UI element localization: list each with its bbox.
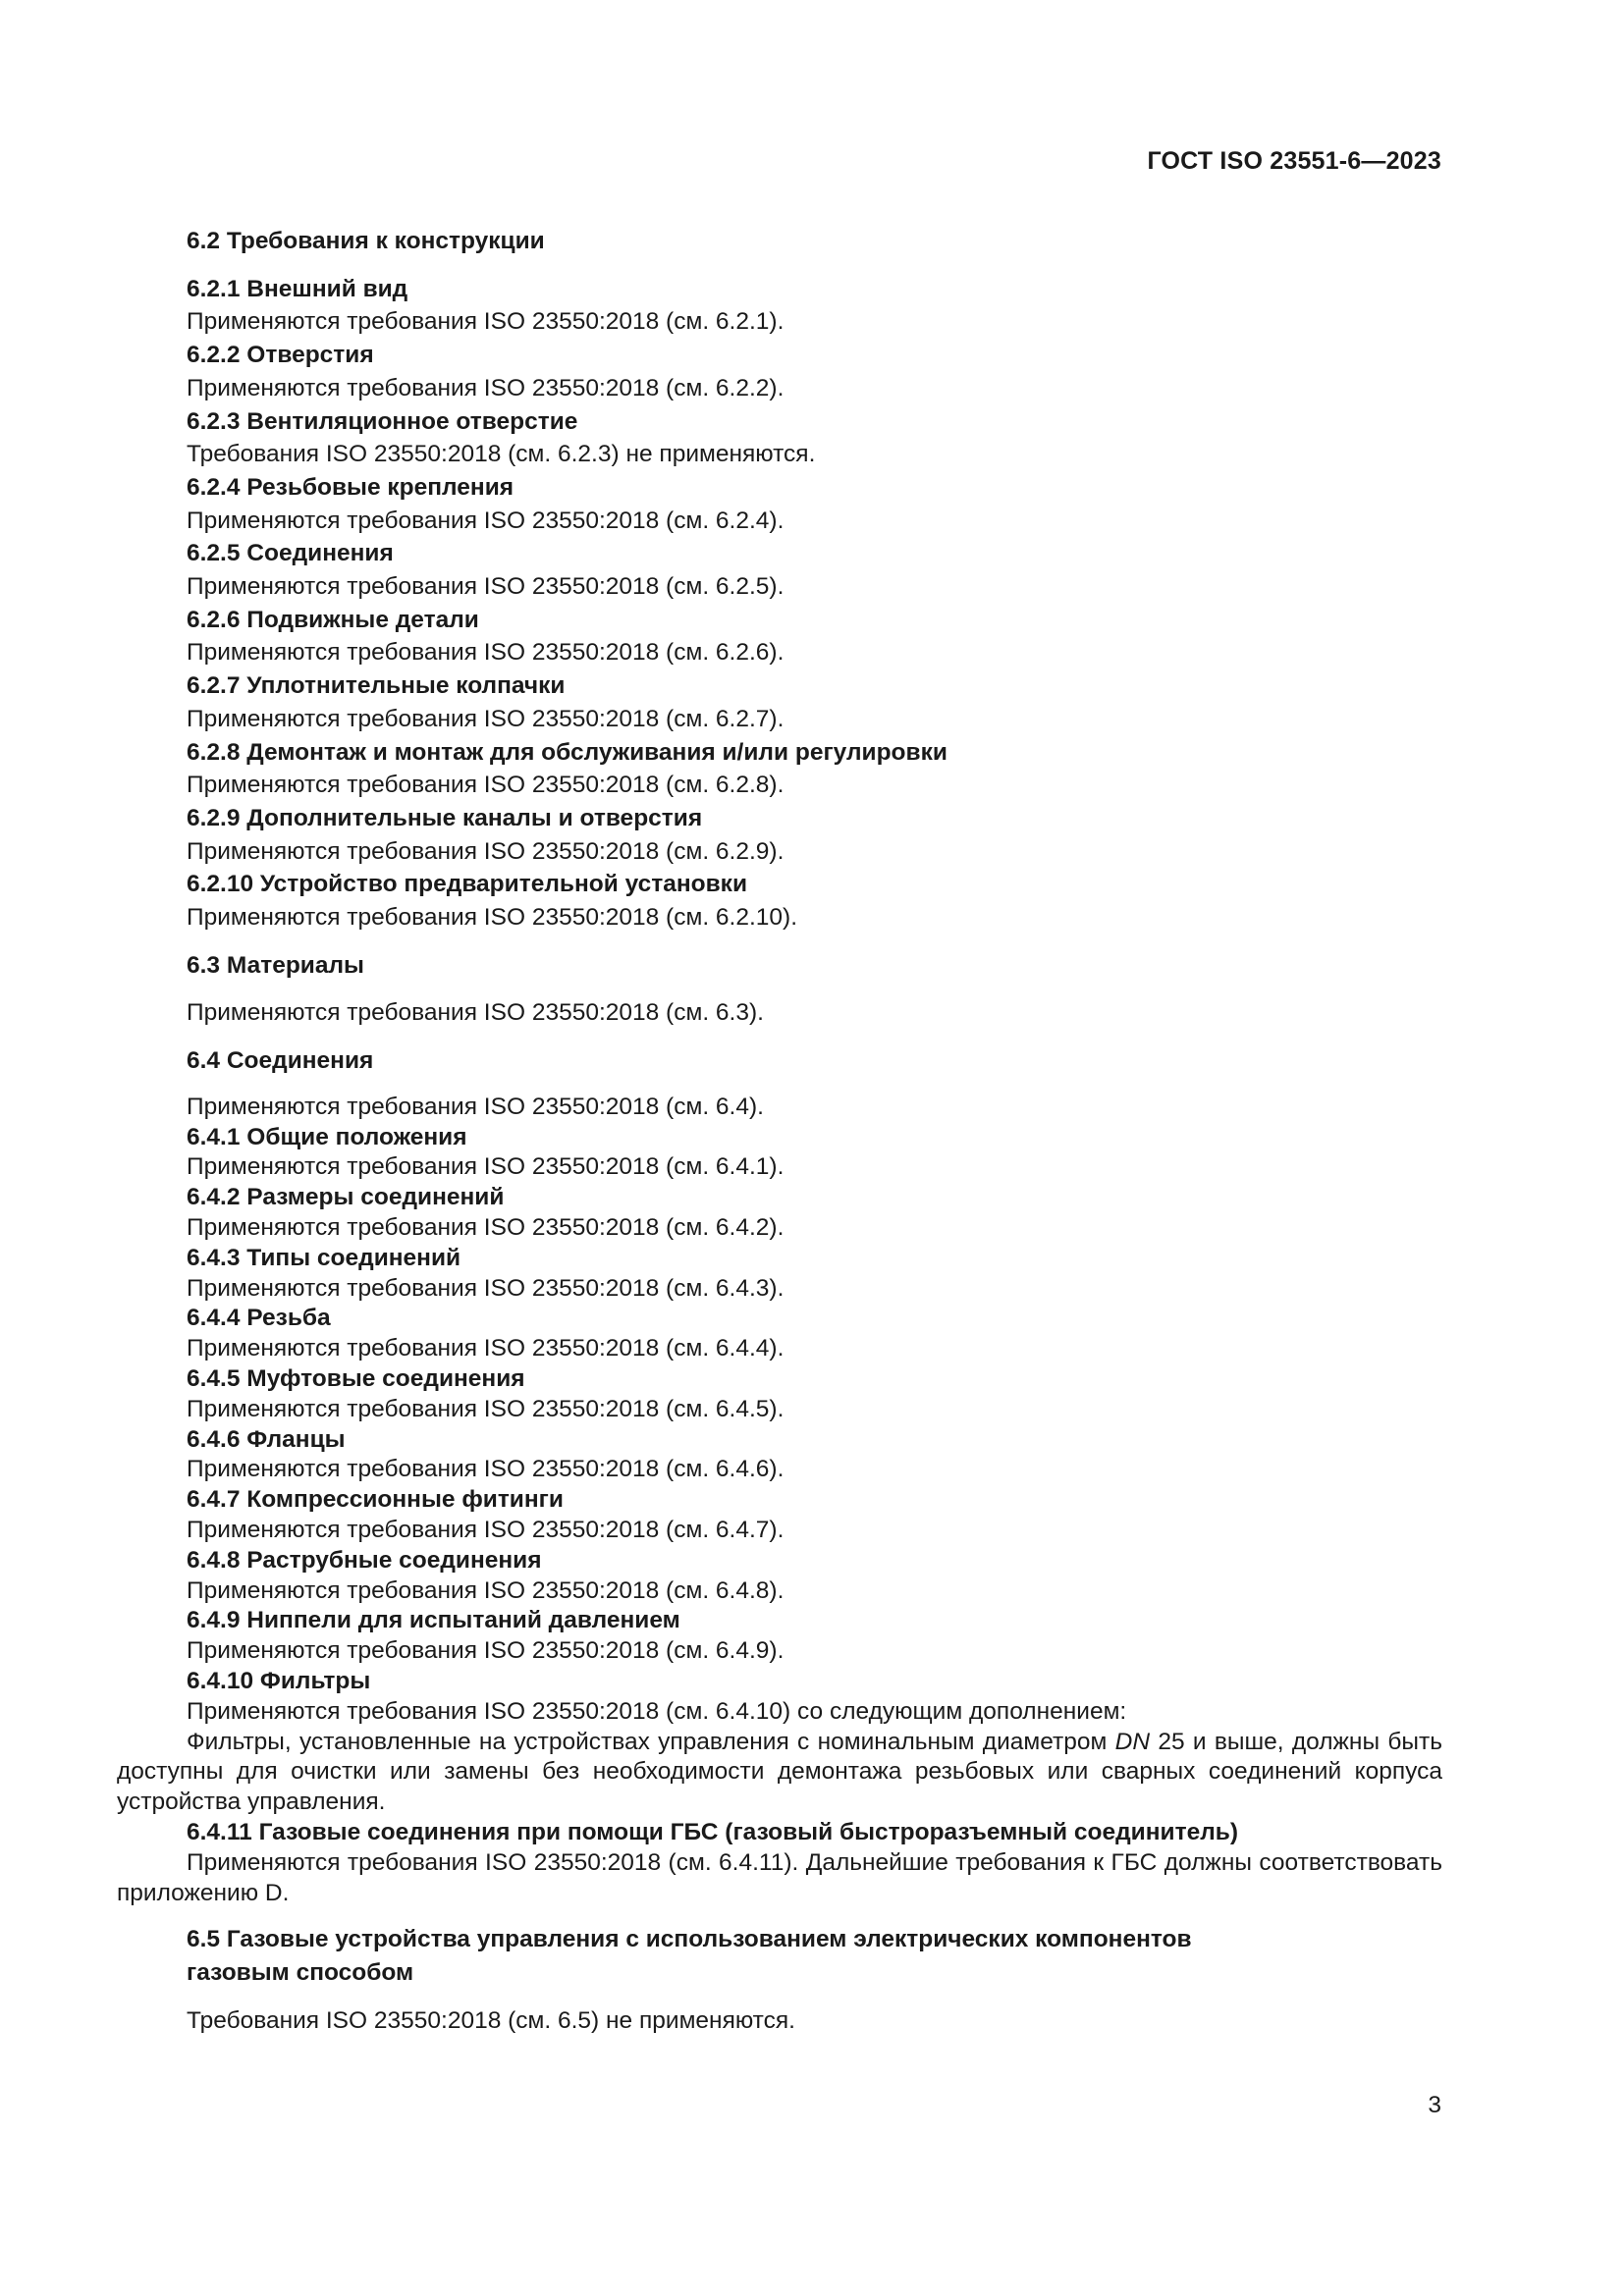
subsection-text: Требования ISO 23550:2018 (см. 6.2.3) не применяются. bbox=[187, 441, 816, 468]
subsection-text: Применяются требования ISO 23550:2018 (см. 6.2.10). bbox=[187, 904, 798, 932]
section-6-5-title-line2: газовым способом bbox=[187, 1959, 414, 1987]
filters-paragraph bbox=[117, 1728, 1442, 1818]
filters-paragraph-dn: DN bbox=[1114, 1728, 1151, 1755]
subsection-heading: 6.2.3 Вентиляционное отверстие bbox=[187, 407, 578, 435]
section-6-2-items bbox=[117, 273, 1442, 934]
section-6-5-title bbox=[117, 1923, 1442, 1989]
section-6-3-title: 6.3 Материалы bbox=[187, 951, 364, 979]
subsection-heading: 6.4.5 Муфтовые соединения bbox=[187, 1365, 525, 1393]
section-6-5-title-line1: 6.5 Газовые устройства управления с использованием электрических компонентов bbox=[187, 1926, 1192, 1953]
subsection-heading: 6.4.7 Компрессионные фитинги bbox=[187, 1486, 564, 1514]
subsection-text: Применяются требования ISO 23550:2018 (см. 6.2.7). bbox=[187, 705, 785, 732]
subsection-text: Применяются требования ISO 23550:2018 (см. 6.4.2). bbox=[187, 1214, 785, 1242]
subsection-heading: 6.4.1 Общие положения bbox=[187, 1123, 467, 1150]
subsection-heading: 6.2.8 Демонтаж и монтаж для обслуживания и/или регулировки bbox=[187, 738, 947, 766]
subsection-heading: 6.2.5 Соединения bbox=[187, 540, 394, 567]
subsection-text: Применяются требования ISO 23550:2018 (см. 6.4.3). bbox=[187, 1274, 785, 1302]
section-6-2-title: 6.2 Требования к конструкции bbox=[187, 228, 545, 254]
subsection-text: Применяются требования ISO 23550:2018 (см. 6.4.11). Дальнейшие требования к ГБС должны соответствовать приложению D. bbox=[117, 1848, 1442, 1906]
subsection-heading: 6.2.1 Внешний вид bbox=[187, 275, 408, 302]
subsection-text: Применяются требования ISO 23550:2018 (см. 6.2.2). bbox=[187, 374, 785, 401]
subsection-heading: 6.2.10 Устройство предварительной установки bbox=[187, 871, 748, 898]
section-6-4-intro: Применяются требования ISO 23550:2018 (см. 6.4). bbox=[187, 1093, 764, 1120]
subsection-heading: 6.4.3 Типы соединений bbox=[187, 1244, 461, 1271]
subsection-heading: 6.2.4 Резьбовые крепления bbox=[187, 473, 514, 501]
subsection-text: Применяются требования ISO 23550:2018 (см. 6.2.6). bbox=[187, 639, 785, 667]
subsection-text: Применяются требования ISO 23550:2018 (см. 6.4.9). bbox=[187, 1637, 785, 1665]
section-6-4-body bbox=[117, 1093, 1442, 1909]
subsection-heading: 6.4.8 Раструбные соединения bbox=[187, 1546, 542, 1574]
filters-paragraph-end: 25 и выше, должны быть доступны для очистки или замены без необходимости демонтажа резьбовых или сварных соединений корпуса устройства управления. bbox=[117, 1728, 1442, 1816]
filters-paragraph-start: Фильтры, установленные на устройствах управления с номинальным диаметром bbox=[187, 1728, 1115, 1755]
subsection-heading: 6.2.7 Уплотнительные колпачки bbox=[187, 672, 566, 700]
page-number: 3 bbox=[1428, 2092, 1441, 2118]
subsection-text: Применяются требования ISO 23550:2018 (см. 6.4.5). bbox=[187, 1395, 785, 1422]
subsection-heading: 6.2.9 Дополнительные каналы и отверстия bbox=[187, 804, 703, 831]
subsection-text: Применяются требования ISO 23550:2018 (см. 6.4.7). bbox=[187, 1517, 785, 1544]
subsection-text: Применяются требования ISO 23550:2018 (см. 6.2.1). bbox=[187, 308, 785, 336]
subsection-heading: 6.4.2 Размеры соединений bbox=[187, 1184, 505, 1211]
section-6-4-title: 6.4 Соединения bbox=[187, 1047, 374, 1075]
subsection-text: Применяются требования ISO 23550:2018 (см. 6.4.6). bbox=[187, 1456, 785, 1483]
section-6-5-text: Требования ISO 23550:2018 (см. 6.5) не применяются. bbox=[187, 2006, 795, 2034]
subsection-heading: 6.4.4 Резьба bbox=[187, 1305, 331, 1332]
subsection-text: Применяются требования ISO 23550:2018 (см. 6.2.8). bbox=[187, 772, 785, 799]
subsection-text: Применяются требования ISO 23550:2018 (см. 6.4.8). bbox=[187, 1576, 785, 1604]
subsection-heading: 6.4.11 Газовые соединения при помощи ГБС (газовый быстроразъемный соединитель) bbox=[187, 1819, 1239, 1845]
subsection-heading: 6.2.2 Отверстия bbox=[187, 342, 374, 369]
document-body bbox=[117, 225, 1442, 2038]
subsection-heading: 6.4.10 Фильтры bbox=[187, 1668, 371, 1695]
subsection-text: Применяются требования ISO 23550:2018 (см. 6.4.10) со следующим дополнением: bbox=[187, 1697, 1127, 1725]
subsection-heading: 6.4.6 Фланцы bbox=[187, 1425, 346, 1453]
subsection-text: Применяются требования ISO 23550:2018 (см. 6.4.4). bbox=[187, 1335, 785, 1362]
subsection-heading: 6.4.9 Ниппели для испытаний давлением bbox=[187, 1607, 680, 1634]
subsection-heading: 6.2.6 Подвижные детали bbox=[187, 606, 479, 633]
subsection-text: Применяются требования ISO 23550:2018 (см. 6.4.1). bbox=[187, 1153, 785, 1181]
subsection-text: Применяются требования ISO 23550:2018 (см. 6.2.4). bbox=[187, 507, 785, 534]
subsection-text: Применяются требования ISO 23550:2018 (см. 6.2.9). bbox=[187, 837, 785, 865]
section-6-3-text: Применяются требования ISO 23550:2018 (см. 6.3). bbox=[187, 999, 764, 1027]
subsection-text: Применяются требования ISO 23550:2018 (см. 6.2.5). bbox=[187, 573, 785, 601]
document-header: ГОСТ ISO 23551-6—2023 bbox=[1147, 147, 1441, 175]
